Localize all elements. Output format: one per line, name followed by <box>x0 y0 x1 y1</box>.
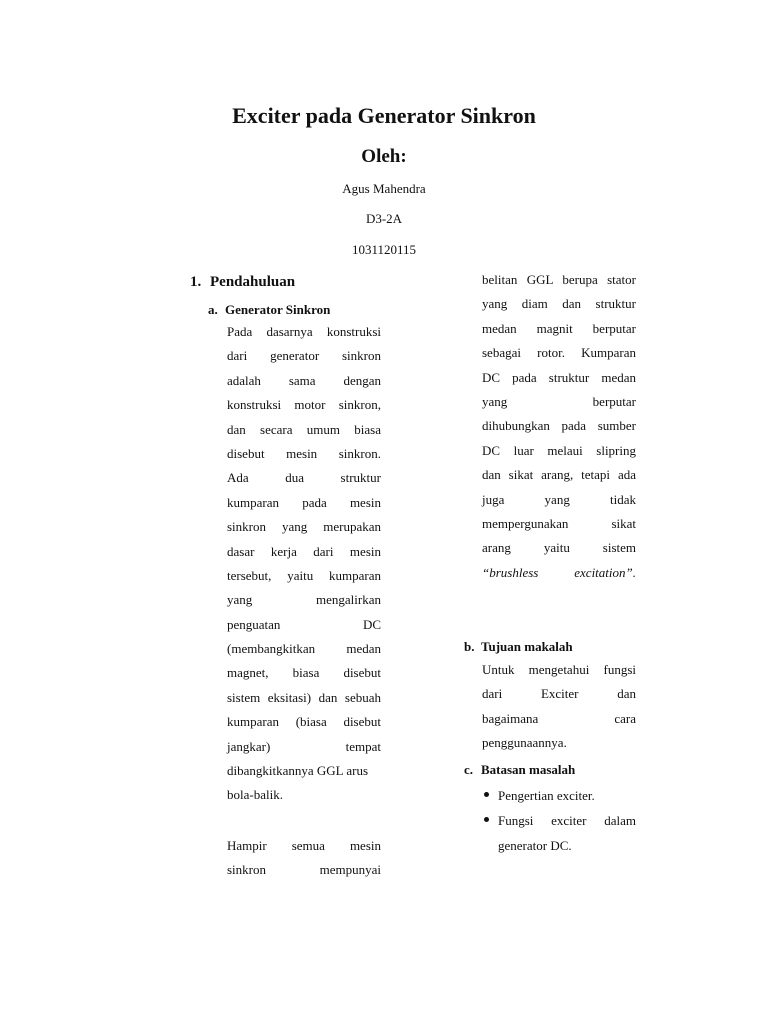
bullet-text: Pengertian exciter. <box>498 788 595 803</box>
subsection-letter: c. <box>464 762 474 777</box>
author-name: Agus Mahendra <box>342 181 426 196</box>
text-line: belitan GGL berupa stator <box>482 272 636 287</box>
bullet-dot-icon <box>484 817 489 822</box>
text-line: Untuk mengetahui fungsi <box>482 662 636 677</box>
section-title: Pendahuluan <box>210 274 296 290</box>
subsection-title: Tujuan makalah <box>481 639 573 654</box>
text-line: yang mengalirkan <box>227 592 381 608</box>
subsection-title: Batasan masalah <box>481 762 576 777</box>
text-line: (membangkitkan medan <box>227 641 381 657</box>
text-line: bagaimana cara <box>482 710 636 726</box>
author-student-id: 1031120115 <box>351 242 417 257</box>
text-line: adalah sama dengan <box>227 372 381 388</box>
text-line: dihubungkan pada sumber <box>482 418 636 434</box>
text-line: disebut mesin sinkron. <box>227 445 381 461</box>
text-line: yang berputar <box>482 393 636 409</box>
text-line: kumparan pada mesin <box>227 494 381 510</box>
paragraph-generator-sinkron <box>227 320 381 808</box>
subsection-letter: b. <box>464 639 475 654</box>
text-line: dari generator sinkron <box>227 348 381 364</box>
text-line: sinkron yang merupakan <box>227 519 381 535</box>
text-line: sebagai rotor. Kumparan <box>482 345 636 361</box>
bullet-list-batasan-masalah <box>482 783 636 858</box>
subsection-heading-tujuan-makalah <box>464 637 573 657</box>
text-line: medan magnit berputar <box>482 320 636 336</box>
paragraph-mesin-sinkron-start <box>227 834 381 883</box>
text-line: sistem eksitasi) dan sebuah <box>227 689 381 705</box>
text-line: mempergunakan sikat <box>482 515 636 531</box>
text-line: DC luar melaui slipring <box>482 442 636 458</box>
bullet-text: generator DC. <box>498 838 572 853</box>
text-line: penguatan DC <box>227 616 381 632</box>
subsection-letter: a. <box>208 302 218 317</box>
subsection-heading-batasan-masalah <box>464 760 575 780</box>
text-line-italic: “brushless excitation”. <box>482 564 636 580</box>
paragraph-mesin-sinkron-continued <box>482 268 636 585</box>
bullet-item <box>482 808 636 858</box>
text-line: tersebut, yaitu kumparan <box>227 567 381 583</box>
text-line: dasar kerja dari mesin <box>227 543 381 559</box>
text-line: dan sikat arang, tetapi ada <box>482 467 636 483</box>
subsection-heading-generator-sinkron <box>208 300 330 320</box>
text-line: kumparan (biasa disebut <box>227 714 381 730</box>
subsection-title: Generator Sinkron <box>225 302 331 317</box>
text-line: penggunaannya. <box>482 735 567 751</box>
text-line: konstruksi motor sinkron, <box>227 397 381 413</box>
text-line: magnet, biasa disebut <box>227 665 381 681</box>
text-line: Hampir semua mesin <box>227 838 381 853</box>
byline-label: Oleh: <box>361 146 407 167</box>
document-title: Exciter pada Generator Sinkron <box>232 103 536 128</box>
bullet-dot-icon <box>484 792 489 797</box>
text-line: dan secara umum biasa <box>227 421 381 437</box>
paragraph-tujuan-makalah <box>482 658 636 756</box>
text-line: Ada dua struktur <box>227 470 381 486</box>
text-line: arang yaitu sistem <box>482 540 636 556</box>
author-class: D3-2A <box>365 211 403 226</box>
text-line: dari Exciter dan <box>482 686 636 702</box>
text-line: DC pada struktur medan <box>482 369 636 385</box>
text-line: dibangkitkannya GGL arus <box>227 763 369 779</box>
section-number: 1. <box>190 274 202 290</box>
text-line: juga yang tidak <box>482 491 636 507</box>
text-line: yang diam dan struktur <box>482 296 636 312</box>
text-line: jangkar) tempat <box>227 738 381 754</box>
bullet-item <box>482 783 636 808</box>
text-line: sinkron mempunyai <box>227 862 381 878</box>
bullet-text: Fungsi exciter dalam <box>498 813 636 828</box>
text-line: bola-balik. <box>227 787 283 803</box>
section-heading-pendahuluan <box>190 271 295 293</box>
text-line: Pada dasarnya konstruksi <box>227 324 381 339</box>
